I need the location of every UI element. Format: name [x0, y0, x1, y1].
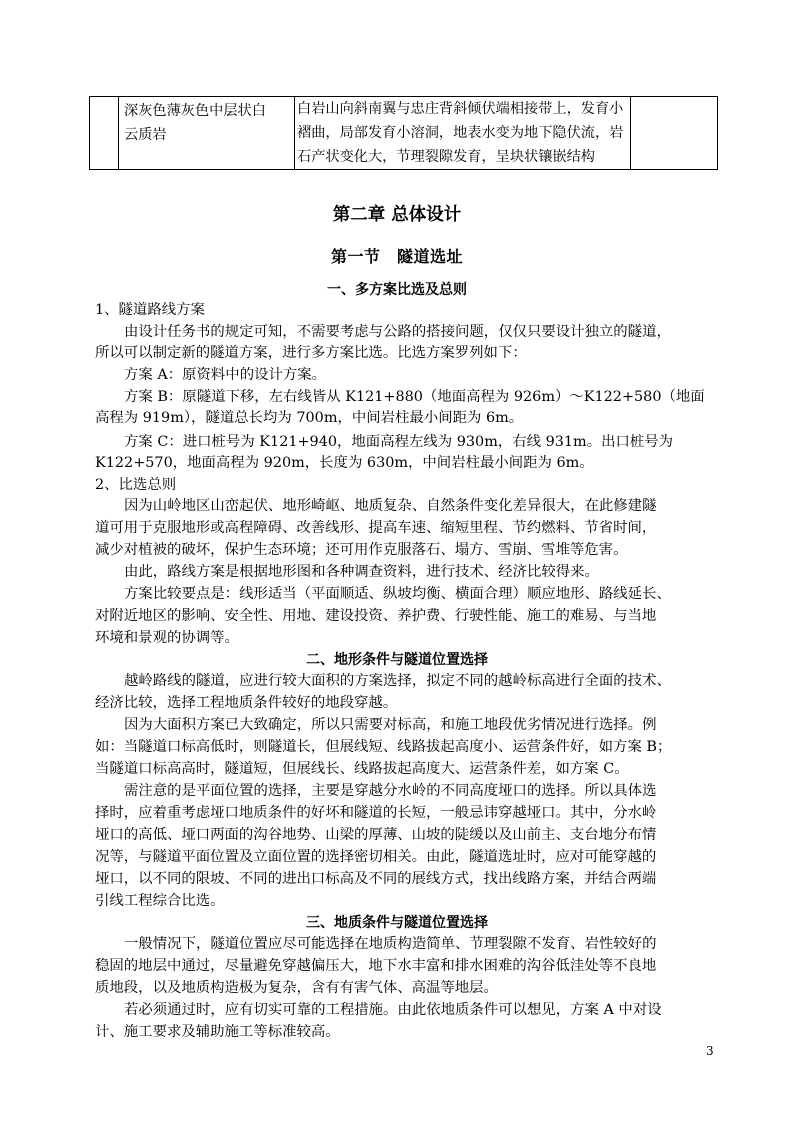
table-cell-description [295, 97, 631, 170]
paragraph-line: 计、施工要求及辅助施工等标准较高。 [95, 1024, 340, 1040]
table-cell-empty [631, 97, 718, 170]
cell-line: 褶曲，局部发育小溶洞，地表水变为地下隐伏流，岩 [297, 125, 624, 141]
page-number: 3 [706, 1044, 714, 1058]
paragraph-line: 因为山岭地区山峦起伏、地形崎岖、地质复杂、自然条件变化差异很大，在此修建隧 [124, 498, 657, 514]
chapter-title: 第二章 总体设计 [332, 205, 462, 225]
plan-c-line: 方案 C：进口桩号为 K121+940，地面高程左线为 930m，右线 931m。出口桩号为 [124, 434, 674, 450]
paragraph-line: 方案比较要点是：线形适当（平面顺适、纵坡均衡、横面合理）顺应地形、路线延长、 [124, 586, 671, 602]
paragraph-line: 减少对植被的破坏，保护生态环境；还可用作克服落石、塌方、雪崩、雪堆等危害。 [95, 542, 628, 558]
table-cell-rock-type [119, 97, 295, 170]
paragraph-line: 垭口，以不同的限坡、不同的进出口标高及不同的展线方式，找出线路方案，并结合两端 [95, 871, 657, 887]
paragraph-line: 况等，与隧道平面位置及立面位置的选择密切相关。由此，隧道选址时，应对可能穿越的 [95, 849, 657, 865]
paragraph-line: 由设计任务书的规定可知，不需要考虑与公路的搭接问题，仅仅只要设计独立的隧道， [124, 324, 671, 340]
geology-table-fragment [89, 96, 718, 170]
paragraph-line: 引线工程综合比选。 [95, 893, 225, 909]
paragraph-line: 稳固的地层中通过，尽量避免穿越偏压大，地下水丰富和排水困难的沟谷低洼处等不良地 [95, 958, 657, 974]
paragraph-line: 道可用于克服地形或高程障碍、改善线形、提高车速、缩短里程、节约燃料、节省时间， [95, 520, 657, 536]
paragraph-line: 垭口的高低、垭口两面的沟谷地势、山梁的厚薄、山坡的陡缓以及山前主、支台地分布情 [95, 827, 657, 843]
paragraph-line: 如：当隧道口标高低时，则隧道长，但展线短、线路拔起高度小、运营条件好，如方案 B； [95, 739, 672, 755]
paragraph-line: 若必须通过时，应有切实可靠的工程措施。由此依地质条件可以想见，方案 A 中对设 [124, 1002, 662, 1018]
plan-a: 方案 A：原资料中的设计方案。 [124, 367, 327, 383]
paragraph-line: 一般情况下，隧道位置应尽可能选择在地质构造简单、节理裂隙不发育、岩性较好的 [124, 936, 657, 952]
paragraph-line: 当隧道口标高高时，隧道短，但展线长、线路拔起高度大、运营条件差，如方案 C。 [95, 761, 629, 777]
subsection-title: 一、多方案比选及总则 [327, 282, 467, 298]
paragraph-line: 需注意的是平面位置的选择，主要是穿越分水岭的不同高度垭口的选择。所以具体选 [124, 783, 657, 799]
paragraph-line: 越岭路线的隧道，应进行较大面积的方案选择，拟定不同的越岭标高进行全面的技术、 [124, 673, 671, 689]
paragraph-line: 由此，路线方案是根据地形图和各种调查资料，进行技术、经济比较得来。 [124, 564, 599, 580]
item-title: 2、比选总则 [95, 477, 177, 493]
plan-c-line: K122+570，地面高程为 920m，长度为 630m，中间岩柱最小间距为 6m。 [95, 455, 594, 471]
cell-line: 云质岩 [124, 127, 167, 143]
subsection-title: 三、地质条件与隧道位置选择 [306, 915, 488, 931]
paragraph-line: 所以可以制定新的隧道方案，进行多方案比选。比选方案罗列如下： [95, 345, 527, 361]
table-row [90, 97, 718, 170]
cell-line: 石产状变化大，节理裂隙发育，呈块状镶嵌结构 [297, 149, 595, 165]
paragraph-line: 因为大面积方案已大致确定，所以只需要对标高，和施工地段优劣情况进行选择。例 [124, 717, 657, 733]
paragraph-line: 质地段，以及地质构造极为复杂，含有有害气体、高温等地层。 [95, 980, 498, 996]
paragraph-line: 环境和景观的协调等。 [95, 630, 239, 646]
table-cell-empty [90, 97, 119, 170]
cell-line: 白岩山向斜南翼与忠庄背斜倾伏端相接带上，发育小 [297, 101, 624, 117]
subsection-title: 二、地形条件与隧道位置选择 [306, 652, 488, 668]
plan-b-line: 方案 B：原隧道下移，左右线皆从 K121+880（地面高程为 926m）～K122+580（地面 [124, 389, 705, 405]
section-title: 第一节 隧道选址 [330, 247, 463, 266]
paragraph-line: 择时，应着重考虑垭口地质条件的好坏和隧道的长短，一般忌讳穿越垭口。其中，分水岭 [95, 805, 657, 821]
plan-b-line: 高程为 919m），隧道总长均为 700m，中间岩柱最小间距为 6m。 [95, 410, 524, 426]
paragraph-line: 对附近地区的影响、安全性、用地、建设投资、养护费、行驶性能、施工的难易、与当地 [95, 608, 657, 624]
item-title: 1、隧道路线方案 [95, 302, 205, 318]
cell-line: 深灰色薄灰色中层状白 [124, 103, 266, 119]
paragraph-line: 经济比较，选择工程地质条件较好的地段穿越。 [95, 695, 398, 711]
